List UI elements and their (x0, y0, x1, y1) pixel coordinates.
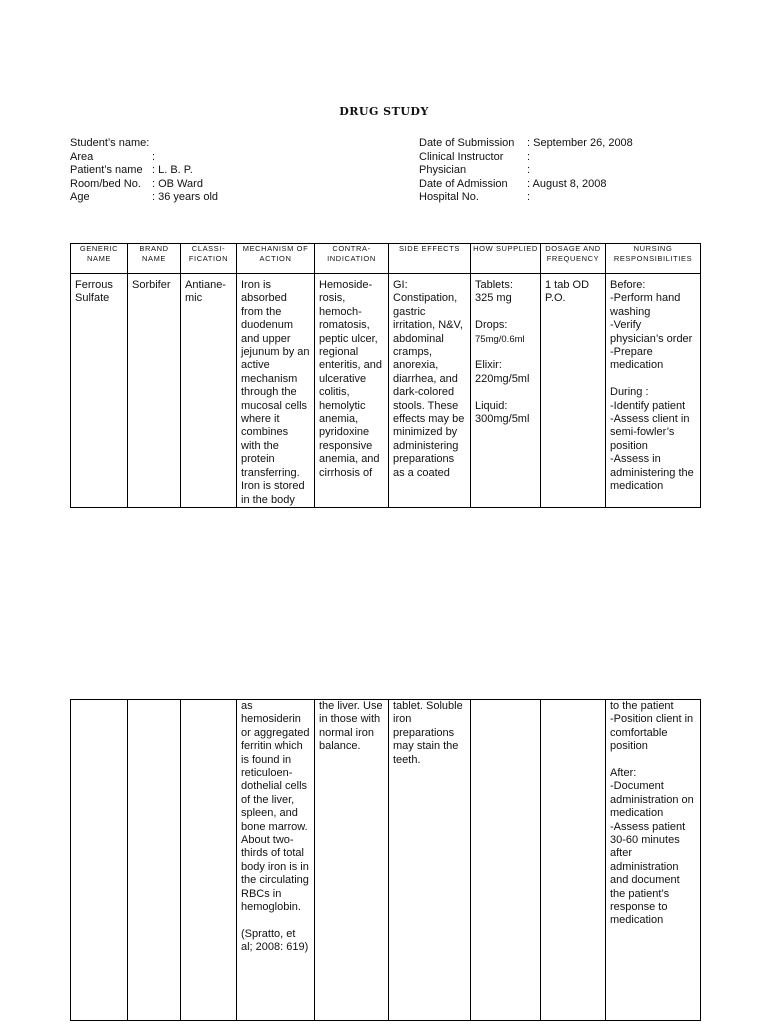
cell-contraindication: Hemoside-rosis, hemoch-romatosis, peptic ulcer, regional enteritis, and ulcerative colitis, hemolytic anemia, pyridoxine responsive anemia, and cirrhosis of (315, 274, 389, 508)
info-row-room (70, 178, 218, 192)
drug-study-table-page2 (70, 699, 701, 1021)
nursing-line: to the patient (610, 700, 674, 712)
nursing-line: -Assess in administering the medication (610, 453, 694, 493)
cell-side-effects: tablet. Soluble iron preparations may stain the teeth. (389, 700, 471, 1021)
drops-label: Drops: (475, 319, 508, 332)
header-dosage: DOSAGE AND FREQUENCY (541, 244, 606, 274)
mechanism-text: as hemosiderin or aggregated ferritin which is found in reticuloen-dothelial cells of the liver, spleen, and bone marrow. About two-thirds of total body iron is in the circulating RBCs in hemoglobin. (241, 700, 310, 914)
header-classification: CLASSI-FICATION (181, 244, 237, 274)
nursing-line: -Document administration on medication (610, 780, 694, 820)
info-label: Patient’s name (70, 164, 143, 177)
info-value: : (152, 150, 156, 163)
info-label: Age (70, 191, 90, 204)
nursing-line: -Assess client in semi-fowler’s position (610, 413, 690, 452)
info-label: Room/bed No. (70, 177, 141, 190)
table-row (71, 700, 701, 1021)
info-value: : 36 years old (152, 191, 219, 204)
nursing-line: -Prepare medication (610, 346, 664, 372)
header-contraindication: CONTRA-INDICATION (315, 244, 389, 274)
cell-how-supplied (471, 700, 541, 1021)
student-info-block (70, 137, 218, 205)
nursing-line: -Position client in comfortable position (610, 713, 694, 753)
header-generic-name: GENERIC NAME (71, 244, 128, 274)
info-row-student (70, 137, 218, 151)
info-row-admission (419, 178, 633, 192)
cell-dosage (541, 700, 606, 1021)
liquid-value: 300mg/5ml (475, 413, 530, 426)
liquid-label: Liquid: (475, 399, 508, 412)
drug-study-table-page1 (70, 243, 701, 508)
cell-brand-name (128, 700, 181, 1021)
drops-value: 75mg/0.6ml (475, 333, 525, 345)
cell-how-supplied (471, 274, 541, 508)
page-title: DRUG STUDY (339, 105, 429, 118)
reference-text: (Spratto, et al; 2008: 619) (241, 927, 309, 954)
cell-generic-name (71, 700, 128, 1021)
cell-mechanism (237, 700, 315, 1021)
nursing-line: -Verify physician’s order (610, 319, 693, 345)
tablets-label: Tablets: (475, 279, 513, 291)
cell-nursing (606, 274, 701, 508)
nursing-line: -Identify patient (610, 399, 686, 412)
info-row-instructor (419, 151, 633, 165)
info-value: : OB Ward (152, 177, 203, 190)
cell-classification: Antiane-mic (181, 274, 237, 508)
cell-side-effects: GI: Constipation, gastric irritation, N&V, abdominal cramps, anorexia, diarrhea, and dark-colored stools. These effects may be minimized by administering preparations as a coated (389, 274, 471, 508)
info-row-area (70, 151, 218, 165)
nursing-line: -Perform hand washing (610, 292, 681, 318)
tablets-value: 325 mg (475, 292, 512, 305)
info-value: : (527, 150, 531, 163)
cell-mechanism: Iron is absorbed from the duodenum and upper jejunum by an active mechanism through the mucosal cells where it combines with the protein transferring. Iron is stored in the body (237, 274, 315, 508)
info-row-hospital (419, 191, 633, 205)
nursing-line: During : (610, 386, 649, 399)
info-value: : (527, 191, 531, 204)
info-label: Date of Submission (419, 137, 515, 149)
submission-info-block (419, 137, 633, 205)
cell-contraindication: the liver. Use in those with normal iron balance. (315, 700, 389, 1021)
info-label: Physician (419, 164, 467, 177)
info-label: Date of Admission (419, 177, 508, 190)
elixir-label: Elixir: (475, 359, 502, 372)
table-row (71, 274, 701, 508)
table-header-row (71, 244, 701, 274)
elixir-value: 220mg/5ml (475, 372, 530, 385)
nursing-line: Before: (610, 279, 646, 291)
cell-dosage: 1 tab OD P.O. (541, 274, 606, 508)
info-label: Area (70, 150, 94, 163)
nursing-line: -Assess patient 30-60 minutes after administration and document the patient’s response to medication (610, 820, 686, 927)
info-row-submission (419, 137, 633, 151)
header-mechanism: MECHANISM OF ACTION (237, 244, 315, 274)
info-row-physician (419, 164, 633, 178)
cell-brand-name: Sorbifer (128, 274, 181, 508)
info-label: Clinical Instructor (419, 150, 504, 163)
info-value: : (527, 164, 531, 177)
header-brand-name: BRAND NAME (128, 244, 181, 274)
info-row-patient (70, 164, 218, 178)
header-side-effects: SIDE EFFECTS (389, 244, 471, 274)
info-row-age (70, 191, 218, 205)
cell-nursing (606, 700, 701, 1021)
info-label: Hospital No. (419, 191, 479, 204)
info-value: : L. B. P. (152, 164, 193, 177)
nursing-line: After: (610, 767, 637, 780)
header-how-supplied: HOW SUPPLIED (471, 244, 541, 274)
info-label: Student’s name: (70, 137, 150, 149)
info-value: : August 8, 2008 (527, 177, 607, 190)
cell-classification (181, 700, 237, 1021)
header-nursing: NURSING RESPONSIBILITIES (606, 244, 701, 274)
cell-generic-name: Ferrous Sulfate (71, 274, 128, 508)
info-value: : September 26, 2008 (527, 137, 633, 149)
